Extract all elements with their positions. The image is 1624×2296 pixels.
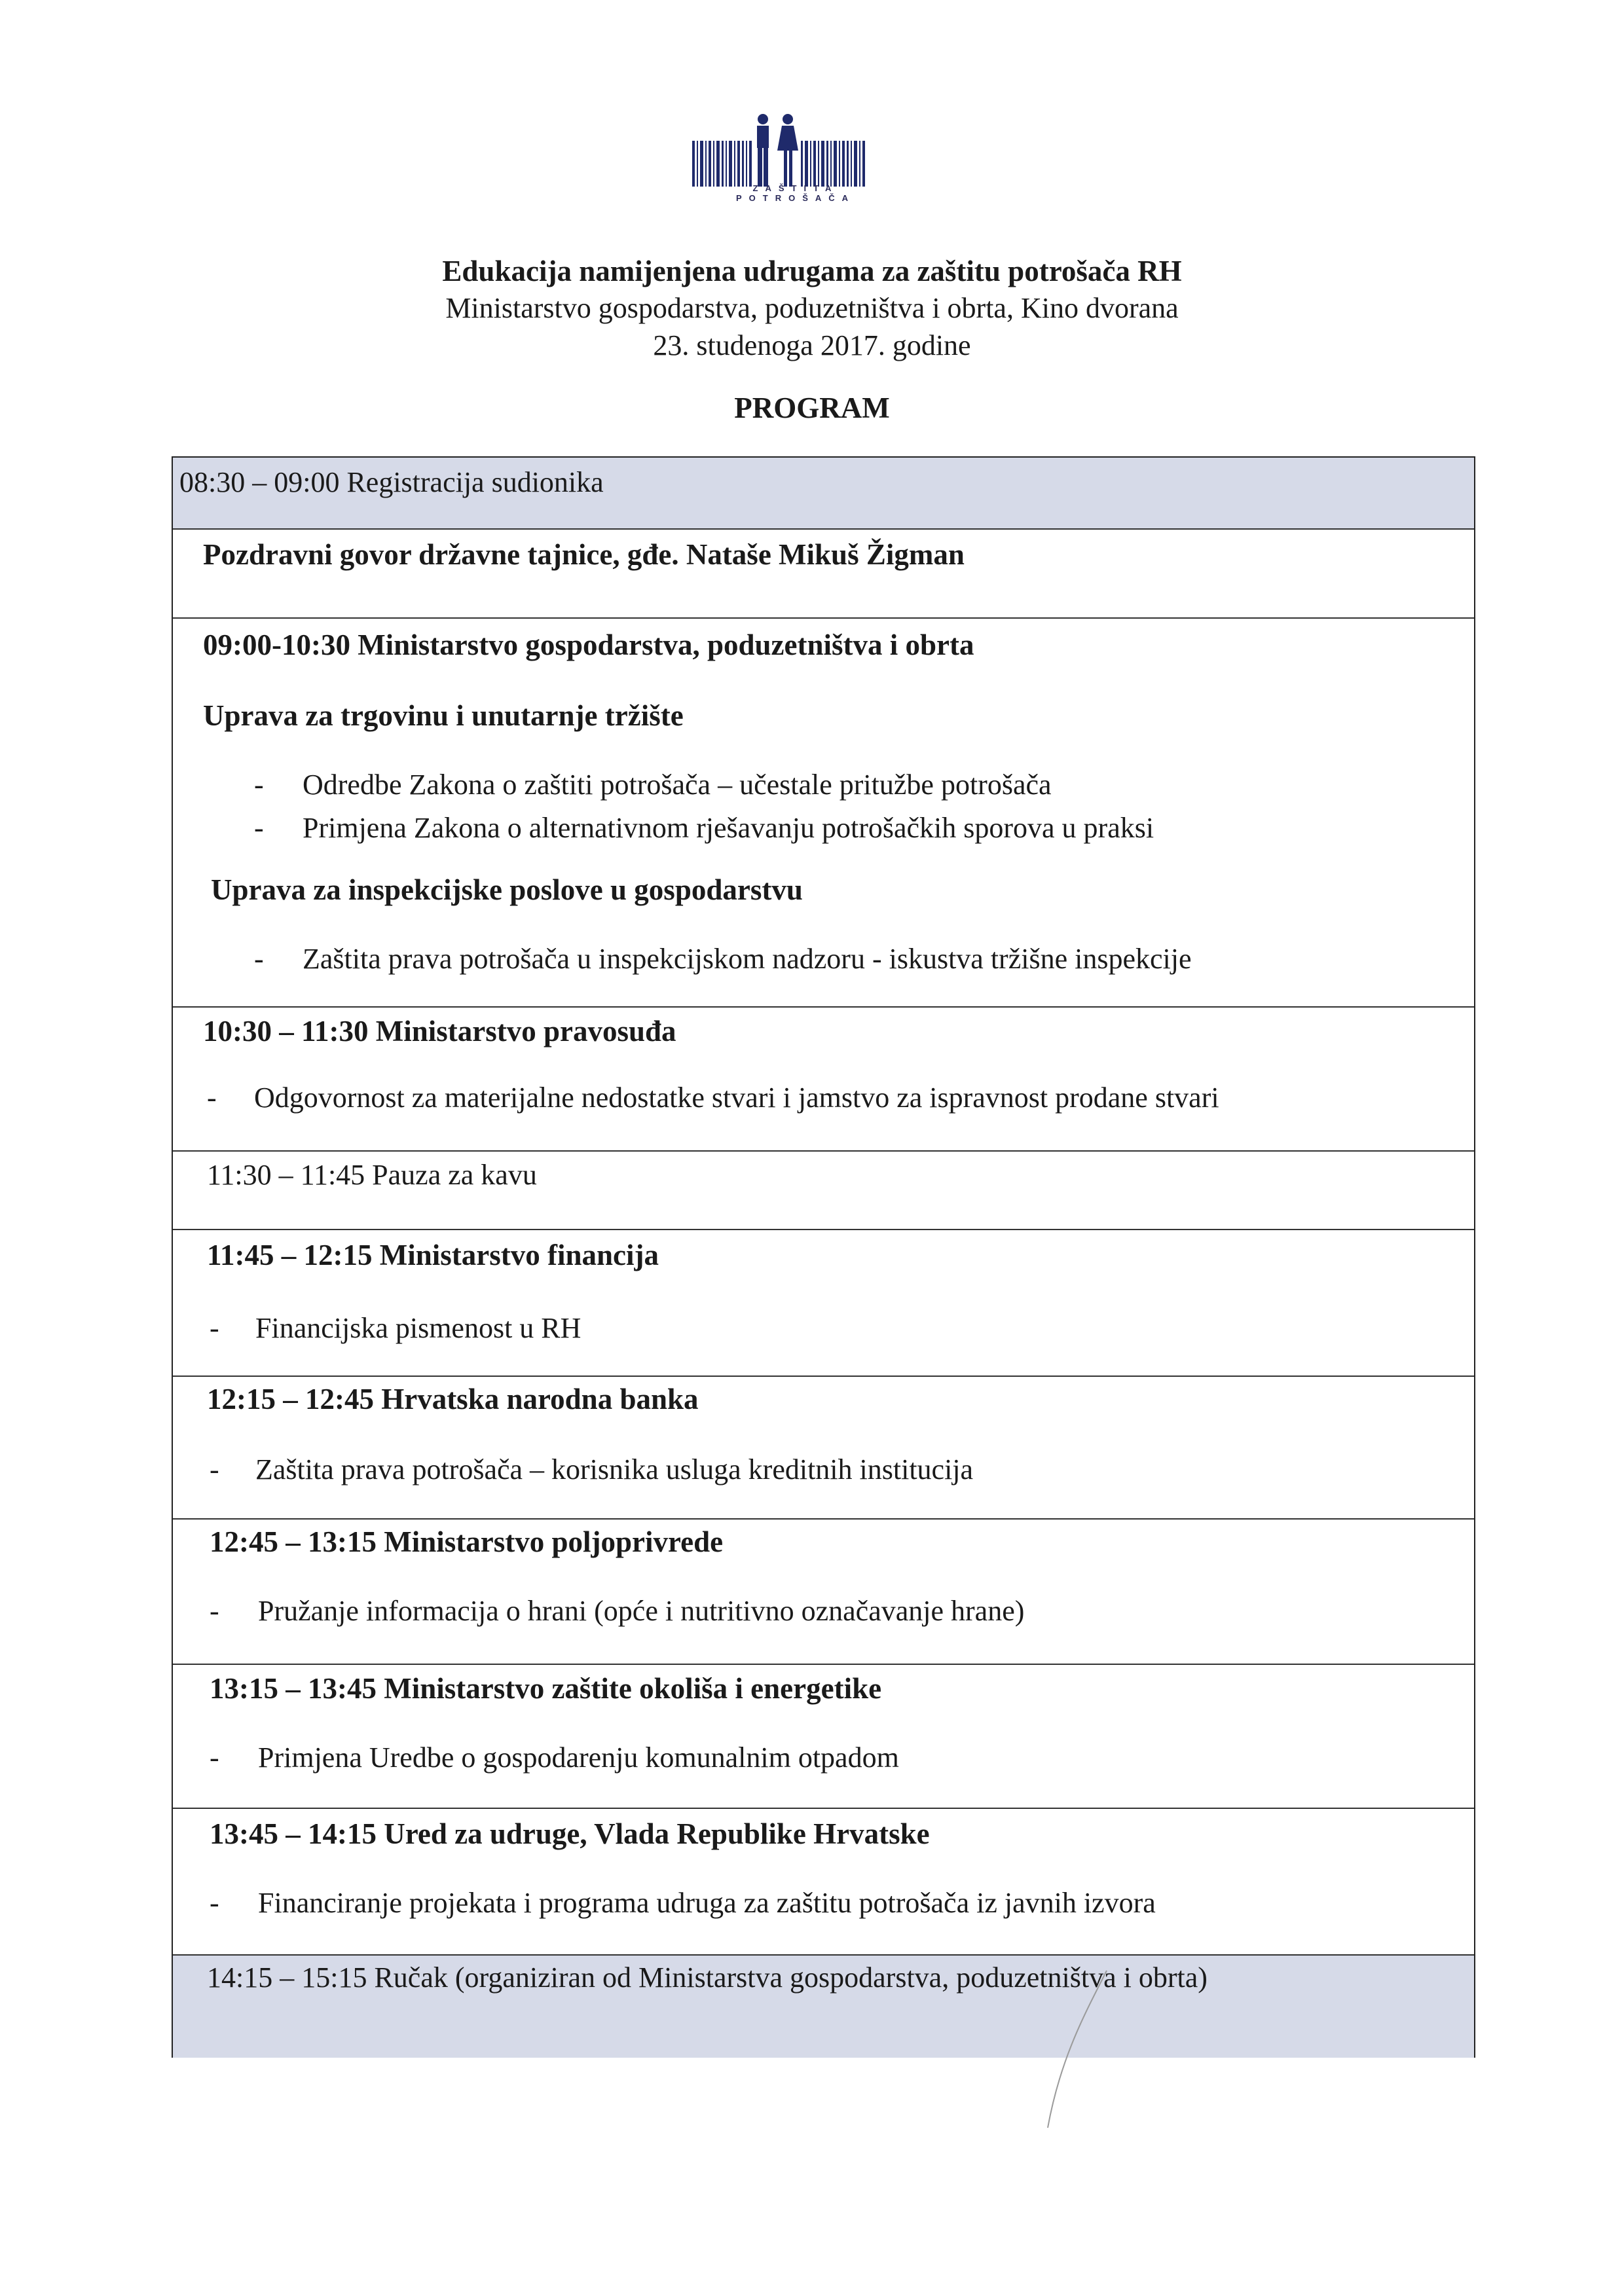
pen-mark — [1035, 1964, 1113, 2134]
list-item: Zaštita prava potrošača u inspekcijskom nadzoru - iskustva tržišne inspekcije — [303, 943, 1192, 975]
registration-text: 08:30 – 09:00 Registracija sudionika — [179, 466, 604, 498]
break-text: 11:30 – 11:45 Pauza za kavu — [207, 1159, 537, 1191]
block7-heading: 13:45 – 14:15 Ured za udruge, Vlada Republike Hrvatske — [210, 1817, 930, 1850]
table-row-coffee-break — [173, 1152, 1474, 1230]
block1-heading: 09:00-10:30 Ministarstvo gospodarstva, poduzetništva i obrta — [203, 629, 974, 661]
block3-heading: 11:45 – 12:15 Ministarstvo financija — [207, 1239, 659, 1271]
bullet-dash: - — [210, 1741, 219, 1774]
bullet-dash: - — [210, 1887, 219, 1919]
block2-item: Odgovornost za materijalne nedostatke stvari i jamstvo za ispravnost prodane stvari — [254, 1082, 1219, 1114]
table-row-national-bank — [173, 1377, 1474, 1520]
block4-item: Zaštita prava potrošača – korisnika usluga kreditnih institucija — [255, 1453, 974, 1485]
block6-heading: 13:15 – 13:45 Ministarstvo zaštite okoliša i energetike — [210, 1672, 882, 1705]
table-row-ministry-agriculture — [173, 1520, 1474, 1665]
block7-item: Financiranje projekata i programa udruga za zaštitu potrošača iz javnih izvora — [258, 1887, 1156, 1919]
block6-item: Primjena Uredbe o gospodarenju komunalnim otpadom — [258, 1741, 899, 1774]
block5-item: Pružanje informacija o hrani (opće i nutritivno označavanje hrane) — [258, 1595, 1025, 1627]
table-row-ministry-justice — [173, 1008, 1474, 1152]
program-heading: PROGRAM — [734, 392, 890, 424]
event-date: 23. studenoga 2017. godine — [653, 329, 971, 361]
table-row-lunch — [173, 1956, 1474, 2058]
block2-heading: 10:30 – 11:30 Ministarstvo pravosuđa — [203, 1015, 676, 1048]
bullet-dash: - — [254, 812, 264, 844]
bullet-dash: - — [210, 1595, 219, 1627]
table-row-registration — [173, 458, 1474, 530]
event-venue: Ministarstvo gospodarstva, poduzetništva i obrta, Kino dvorana — [445, 292, 1179, 324]
table-row-ministry-environment — [173, 1665, 1474, 1809]
greeting-text: Pozdravni govor državne tajnice, gđe. Nataše Mikuš Žigman — [203, 538, 965, 571]
table-row-government-office — [173, 1809, 1474, 1956]
bullet-dash: - — [210, 1312, 219, 1344]
bullet-dash: - — [254, 943, 264, 975]
document-title: Edukacija namijenjena udrugama za zaštitu potrošača RH — [442, 255, 1182, 287]
table-row-ministry-finance — [173, 1230, 1474, 1377]
logo-caption: ZAŠTITA POTROŠAČA — [735, 183, 856, 203]
block4-heading: 12:15 – 12:45 Hrvatska narodna banka — [207, 1383, 699, 1415]
table-row-ministry-economy — [173, 619, 1474, 1008]
list-item: Primjena Zakona o alternativnom rješavanju potrošačkih sporova u praksi — [303, 812, 1154, 844]
block3-item: Financijska pismenost u RH — [255, 1312, 581, 1344]
bullet-dash: - — [207, 1082, 217, 1114]
bullet-dash: - — [210, 1453, 219, 1485]
bullet-dash: - — [254, 769, 264, 801]
lunch-text: 14:15 – 15:15 Ručak (organiziran od Ministarstva gospodarstva, poduzetništva i obrta) — [207, 1961, 1208, 1994]
block1-subheading-inspection: Uprava za inspekcijske poslove u gospodarstvu — [211, 873, 803, 906]
block1-subheading-trade: Uprava za trgovinu i unutarnje tržište — [203, 699, 684, 732]
table-row-greeting — [173, 530, 1474, 619]
block5-heading: 12:45 – 13:15 Ministarstvo poljoprivrede — [210, 1525, 724, 1558]
list-item: Odredbe Zakona o zaštiti potrošača – učestale pritužbe potrošača — [303, 769, 1052, 801]
program-table — [172, 456, 1475, 2058]
